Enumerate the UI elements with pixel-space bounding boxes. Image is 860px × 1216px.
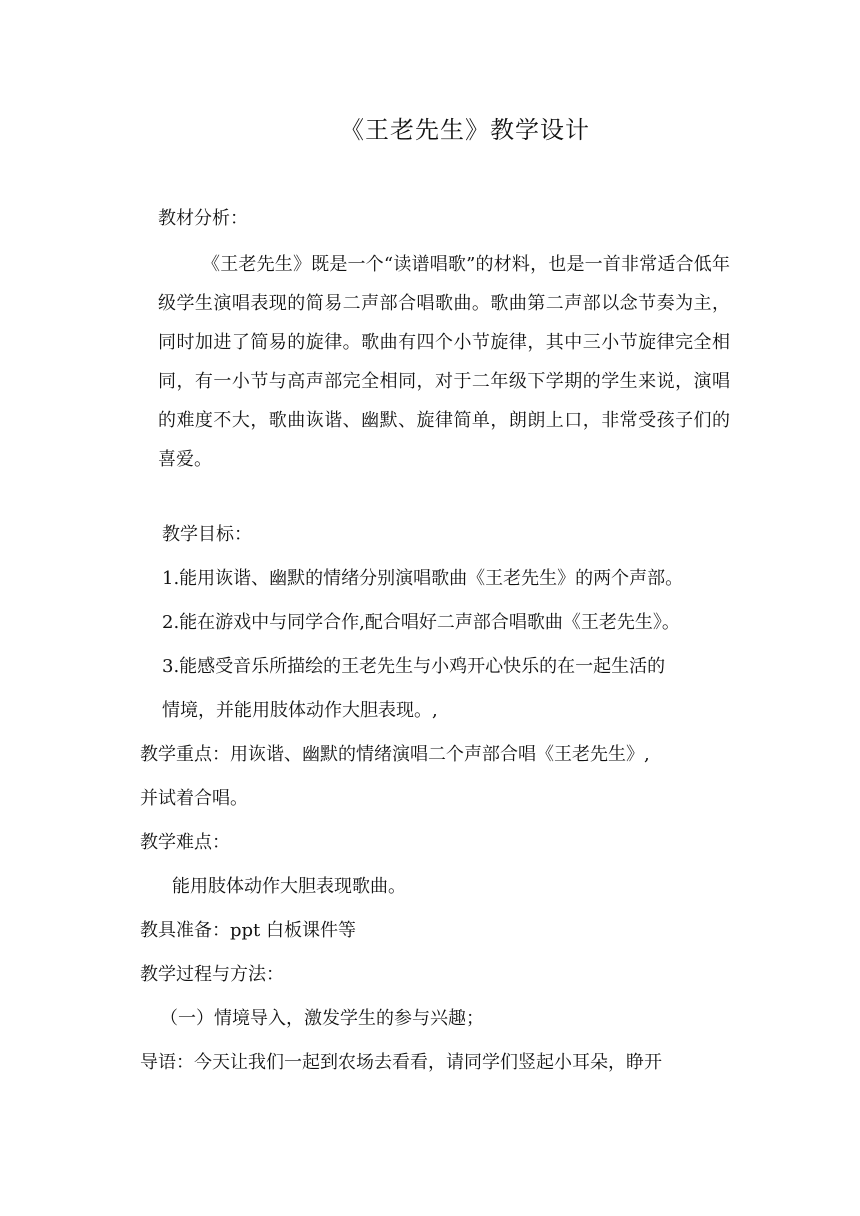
goals-heading: 教学目标：	[162, 524, 252, 545]
difficulty-heading: 教学难点：	[140, 832, 230, 853]
intro-line: 导语：今天让我们一起到农场去看看，请同学们竖起小耳朵，睁开	[140, 1052, 662, 1073]
process-heading: 教学过程与方法：	[140, 964, 284, 985]
key-point-line-2: 并试着合唱。	[140, 788, 248, 809]
teaching-tools: 教具准备：ppt 白板课件等	[140, 920, 356, 941]
goal-item-3-line-2: 情境，并能用肢体动作大胆表现。,	[162, 700, 438, 721]
process-step-1: （一）情境导入，激发学生的参与兴趣；	[160, 1008, 484, 1029]
goal-item-3-line-1: 3.能感受音乐所描绘的王老先生与小鸡开心快乐的在一起生活的	[162, 656, 666, 677]
goal-item-2: 2.能在游戏中与同学合作,配合唱好二声部合唱歌曲《王老先生》。	[162, 612, 680, 633]
materials-paragraph: 《王老先生》既是一个“读谱唱歌”的材料，也是一首非常适合低年级学生演唱表现的简易二声部合唱歌曲。歌曲第二声部以念节奏为主，同时加进了简易的旋律。歌曲有四个小节旋律，其中三小节旋律完全相同，有一小节与高声部完全相同，对于二年级下学期的学生来说，演唱的难度不大，歌曲诙谐、幽默、旋律简单，朗朗上口，非常受孩子们的喜爱。	[158, 254, 730, 470]
document-title: 《王老先生》教学设计	[340, 116, 590, 144]
materials-heading: 教材分析：	[158, 208, 248, 229]
key-point-line-1: 教学重点：用诙谐、幽默的情绪演唱二个声部合唱《王老先生》,	[140, 744, 650, 765]
goal-item-1: 1.能用诙谐、幽默的情绪分别演唱歌曲《王老先生》的两个声部。	[162, 568, 684, 589]
difficulty-body: 能用肢体动作大胆表现歌曲。	[172, 876, 406, 897]
